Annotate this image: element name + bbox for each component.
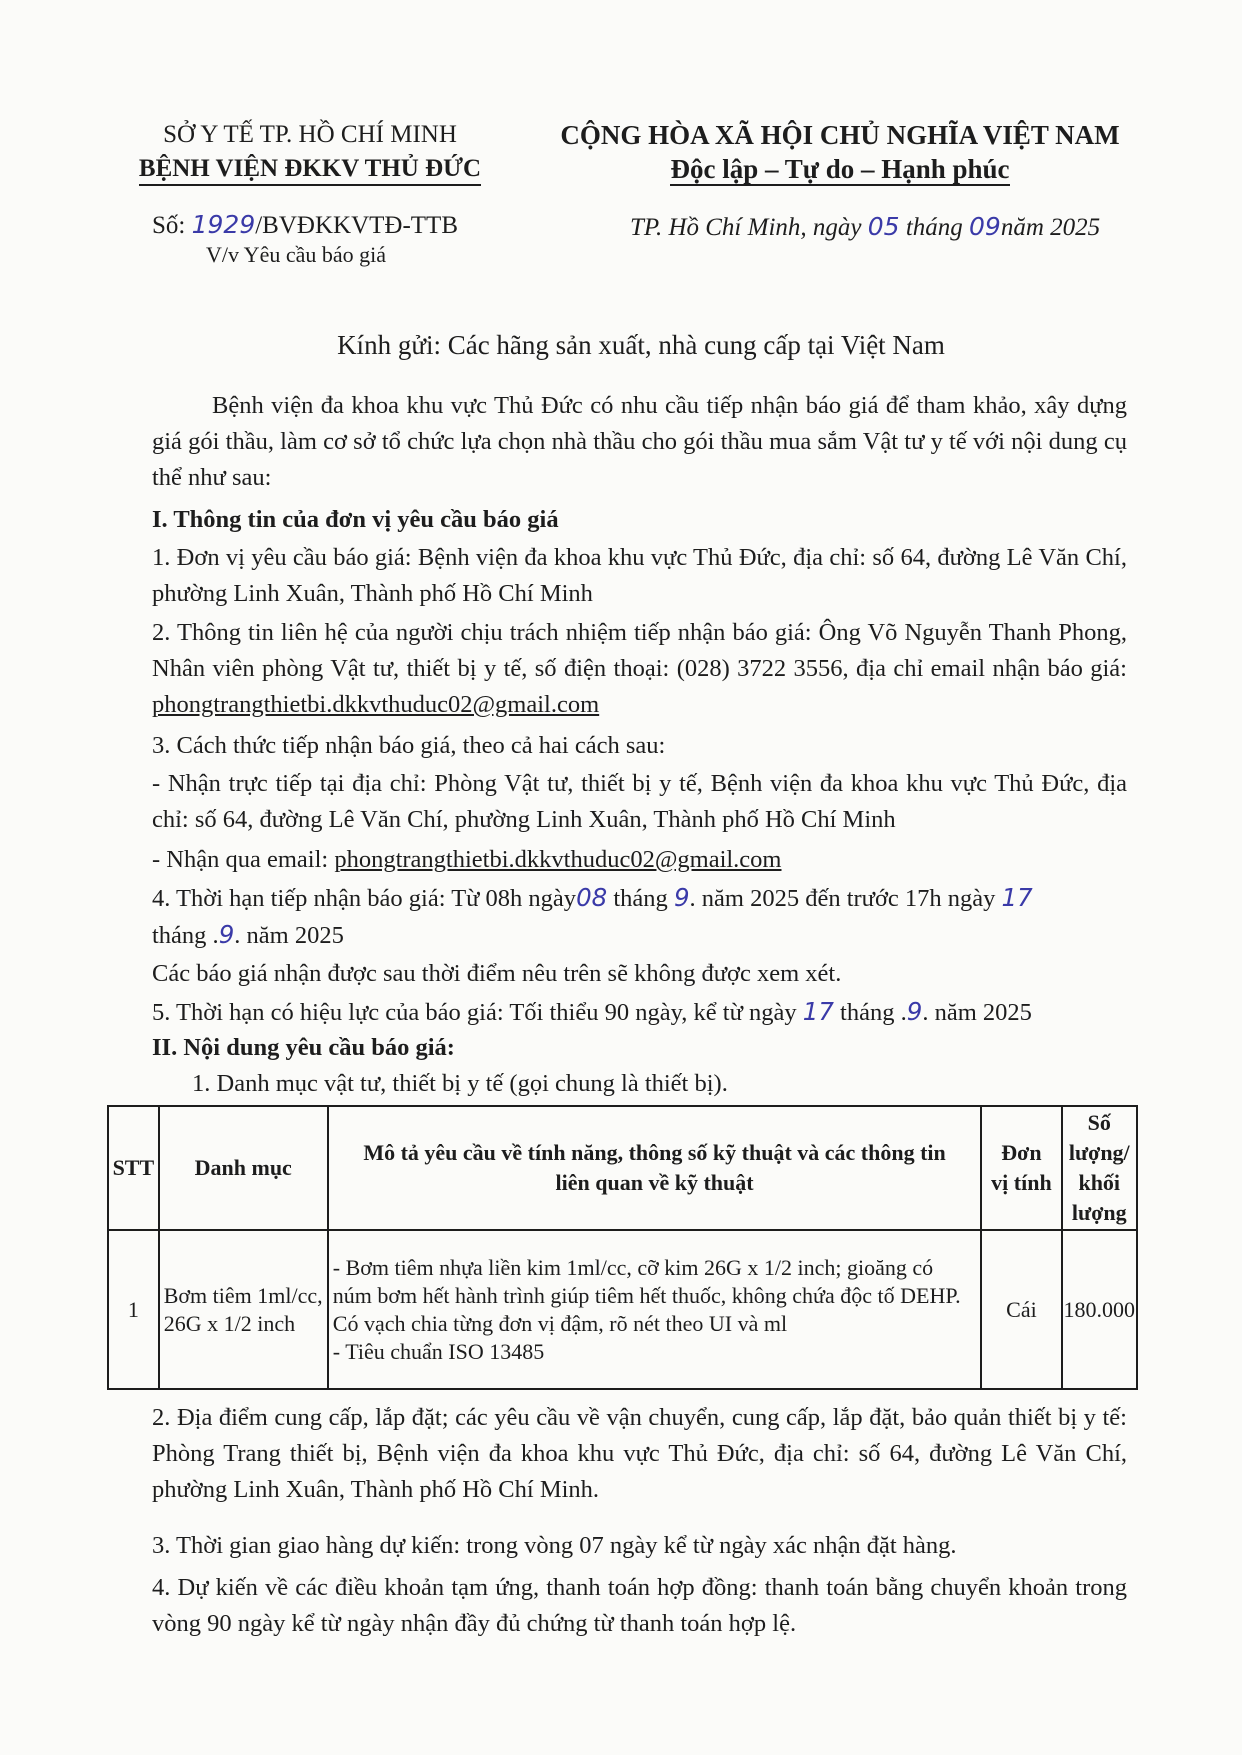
email-link[interactable]: phongtrangthietbi.dkkvthuduc02@gmail.com xyxy=(152,691,600,718)
issuer-block xyxy=(110,118,510,186)
cell-unit: Cái xyxy=(981,1230,1061,1389)
hospital-name: BỆNH VIỆN ĐKKV THỦ ĐỨC xyxy=(139,154,481,186)
section-2-item-2: 2. Địa điểm cung cấp, lắp đặt; các yêu cầu về vận chuyển, cung cấp, lắp đặt, bảo quản thiết bị y tế: Phòng Trang thiết bị, Bệnh viện đa khoa khu vực Thủ Đức, địa chỉ: số 64, đường Lê Văn Chí, phường Linh Xuân, Thành phố Hồ Chí Minh. xyxy=(152,1404,1127,1503)
section-2-item-3: 3. Thời gian giao hàng dự kiến: trong vòng 07 ngày kể từ ngày xác nhận đặt hàng. xyxy=(152,1532,957,1559)
republic-name: CỘNG HÒA XÃ HỘI CHỦ NGHĨA VIỆT NAM xyxy=(560,120,1120,150)
recipient-line: Kính gửi: Các hãng sản xuất, nhà cung cấp tại Việt Nam xyxy=(337,330,945,360)
section-2-list-intro: 1. Danh mục vật tư, thiết bị y tế (gọi chung là thiết bị). xyxy=(192,1070,728,1097)
section-1-item-2: 2. Thông tin liên hệ của người chịu trách nhiệm tiếp nhận báo giá: Ông Võ Nguyễn Thanh Phong, Nhân viên phòng Vật tư, thiết bị y tế, số điện thoại: (028) 3722 3556, địa chỉ email nhận báo giá: phongtrangthietbi.dkkvthuduc02@gmail.com xyxy=(152,619,1127,718)
section-2-title: II. Nội dung yêu cầu báo giá: xyxy=(152,1034,455,1061)
handwritten-month: 09 xyxy=(969,212,1001,241)
motto: Độc lập – Tự do – Hạnh phúc xyxy=(670,154,1010,184)
handwritten-valid-day: 17 xyxy=(802,997,834,1026)
table-header-row xyxy=(108,1106,1137,1230)
handwritten-number: 1929 xyxy=(191,210,256,239)
handwritten-day: 05 xyxy=(867,212,900,241)
cell-quantity: 180.000 xyxy=(1062,1230,1138,1389)
header-description: Mô tả yêu cầu về tính năng, thông số kỹ thuật và các thông tin liên quan về kỹ thuật xyxy=(328,1106,982,1230)
handwritten-start-month: 9 xyxy=(673,883,690,912)
handwritten-valid-month: 9 xyxy=(906,997,923,1026)
document-subject: V/v Yêu cầu báo giá xyxy=(206,242,387,267)
section-1-item-5: 5. Thời hạn có hiệu lực của báo giá: Tối thiểu 90 ngày, kể từ ngày 17 tháng .9. năm 2025 xyxy=(152,997,1032,1026)
handwritten-start-day: 08 xyxy=(576,883,608,912)
handwritten-end-month: 9 xyxy=(218,920,235,949)
section-1-item-4: 4. Thời hạn tiếp nhận báo giá: Từ 08h ngày08 tháng 9. năm 2025 đến trước 17h ngày 17 tháng .9. năm 2025 xyxy=(152,883,1033,949)
cell-description: - Bơm tiêm nhựa liền kim 1ml/cc, cỡ kim 26G x 1/2 inch; gioăng có núm bơm hết hành trình giúp tiêm hết thuốc, không chứa độc tố DEHP. Có vạch chia từng đơn vị đậm, rõ nét theo UI và ml - Tiêu chuẩn ISO 13485 xyxy=(328,1230,982,1389)
header-unit: Đơn vị tính xyxy=(981,1106,1061,1230)
header-quantity: Số lượng/ khối lượng xyxy=(1062,1106,1138,1230)
section-1-item-3b: - Nhận qua email: phongtrangthietbi.dkkvthuduc02@gmail.com xyxy=(152,846,782,873)
email-link-2[interactable]: phongtrangthietbi.dkkvthuduc02@gmail.com xyxy=(334,846,782,873)
section-1-item-3: 3. Cách thức tiếp nhận báo giá, theo cả hai cách sau: xyxy=(152,732,666,759)
section-1-item-3a: - Nhận trực tiếp tại địa chỉ: Phòng Vật tư, thiết bị y tế, Bệnh viện đa khoa khu vực Thủ Đức, địa chỉ: số 64, đường Lê Văn Chí, phường Linh Xuân, Thành phố Hồ Chí Minh xyxy=(152,770,1127,833)
header-item: Danh mục xyxy=(159,1106,328,1230)
agency-name: SỞ Y TẾ TP. HỒ CHÍ MINH xyxy=(163,121,457,148)
intro-paragraph: Bệnh viện đa khoa khu vực Thủ Đức có nhu cầu tiếp nhận báo giá để tham khảo, xây dựng giá gói thầu, làm cơ sở tổ chức lựa chọn nhà thầu cho gói thầu mua sắm Vật tư y tế với nội dung cụ thể như sau: xyxy=(152,392,1127,491)
handwritten-end-day: 17 xyxy=(1001,883,1033,912)
header-stt: STT xyxy=(108,1106,159,1230)
document-number: Số: 1929/BVĐKKVTĐ-TTB xyxy=(152,210,458,239)
section-2-item-4: 4. Dự kiến về các điều khoản tạm ứng, thanh toán hợp đồng: thanh toán bằng chuyển khoản trong vòng 90 ngày kể từ ngày nhận đầy đủ chứng từ thanh toán hợp lệ. xyxy=(152,1574,1127,1637)
section-1-item-1: 1. Đơn vị yêu cầu báo giá: Bệnh viện đa khoa khu vực Thủ Đức, địa chỉ: số 64, đường Lê Văn Chí, phường Linh Xuân, Thành phố Hồ Chí Minh xyxy=(152,544,1127,607)
cell-item: Bơm tiêm 1ml/cc, 26G x 1/2 inch xyxy=(159,1230,328,1389)
document-date: TP. Hồ Chí Minh, ngày 05 tháng 09năm 2025 xyxy=(630,212,1101,241)
section-1-title: I. Thông tin của đơn vị yêu cầu báo giá xyxy=(152,506,559,533)
table-row xyxy=(108,1230,1137,1389)
national-header xyxy=(535,118,1145,186)
cell-stt: 1 xyxy=(108,1230,159,1389)
items-table xyxy=(107,1105,1138,1390)
section-1-item-4-note: Các báo giá nhận được sau thời điểm nêu trên sẽ không được xem xét. xyxy=(152,960,842,987)
